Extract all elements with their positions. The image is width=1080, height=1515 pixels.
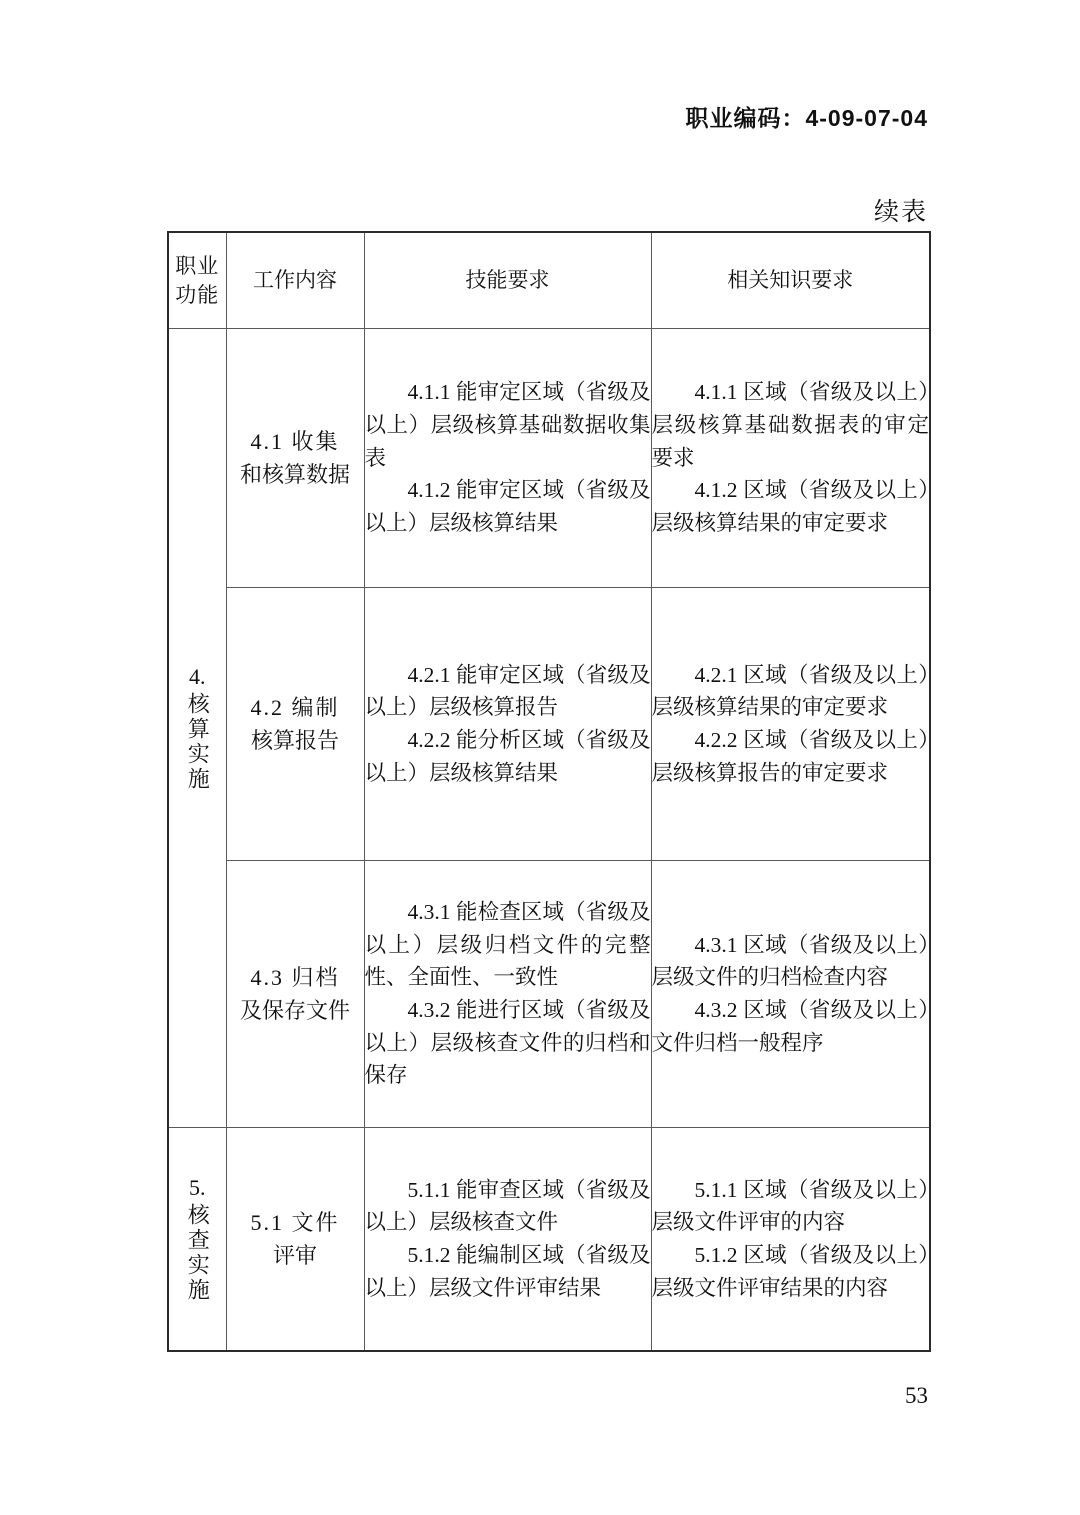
skill-item-4-2-1: 4.2.1 能审定区域（省级及以上）层级核算报告 (364, 662, 651, 720)
work-content-cell-4-3 (226, 861, 364, 1128)
skill-item-4-1-2: 4.1.2 能审定区域（省级及以上）层级核算结果 (364, 478, 651, 535)
header-job-function-line2: 功能 (175, 282, 220, 307)
work-content-cell-4-2 (226, 588, 364, 861)
skill-item-4-3-1: 4.3.1 能检查区域（省级及以上）层级归档文件的完整性、全面性、一致性 (364, 899, 651, 990)
function-number-4: 4. (189, 664, 206, 690)
running-head-occupation-code: 职业编码：4-09-07-04 (685, 105, 928, 131)
knowledge-cell-4-1 (651, 329, 930, 588)
knowledge-item-5-1-2: 5.1.2 区域（省级及以上）层级文件评审结果的内容 (651, 1243, 929, 1300)
header-cell-knowledge-requirement: 相关知识要求 (651, 232, 930, 329)
work-content-4-1-line1: 4.1 收集 (250, 429, 340, 454)
knowledge-item-4-2-1: 4.2.1 区域（省级及以上）层级核算结果的审定要求 (651, 662, 929, 720)
knowledge-cell-4-2 (651, 588, 930, 861)
work-content-4-3-line1: 4.3 归档 (250, 965, 340, 990)
knowledge-item-4-3-2: 4.3.2 区域（省级及以上）文件归档一般程序 (651, 998, 929, 1055)
skill-item-4-2-2: 4.2.2 能分析区域（省级及以上）层级核算结果 (364, 728, 651, 785)
header-job-function-line1: 职业 (175, 254, 220, 279)
work-content-5-1-line2: 评审 (272, 1243, 317, 1268)
work-content-4-3-line2: 及保存文件 (239, 998, 350, 1023)
skill-cell-4-2 (364, 588, 651, 861)
header-cell-work-content: 工作内容 (226, 232, 364, 329)
table-row (168, 329, 930, 588)
knowledge-item-4-2-2: 4.2.2 区域（省级及以上）层级核算报告的审定要求 (651, 728, 929, 785)
header-cell-skill-requirement: 技能要求 (364, 232, 651, 329)
skill-item-5-1-1: 5.1.1 能审查区域（省级及以上）层级核查文件 (364, 1177, 651, 1235)
header-cell-job-function (168, 232, 226, 329)
knowledge-item-4-1-1: 4.1.1 区域（省级及以上）层级核算基础数据表的审定要求 (651, 380, 929, 470)
skill-cell-4-3 (364, 861, 651, 1128)
work-content-cell-4-1 (226, 329, 364, 588)
work-content-5-1-line1: 5.1 文件 (250, 1210, 340, 1235)
work-content-4-2-line2: 核算报告 (250, 728, 339, 753)
knowledge-item-4-3-1: 4.3.1 区域（省级及以上）层级文件的归档检查内容 (651, 932, 929, 990)
work-content-4-1-line2: 和核算数据 (239, 462, 350, 487)
table-row (168, 1128, 930, 1352)
skill-cell-5-1 (364, 1128, 651, 1352)
knowledge-cell-4-3 (651, 861, 930, 1128)
knowledge-item-4-1-2: 4.1.2 区域（省级及以上）层级核算结果的审定要求 (651, 478, 929, 535)
table-row (168, 861, 930, 1128)
skill-cell-4-1 (364, 329, 651, 588)
function-number-5: 5. (189, 1175, 206, 1201)
table-header-row (168, 232, 930, 329)
knowledge-cell-5-1 (651, 1128, 930, 1352)
skill-table-container (167, 231, 929, 1352)
work-content-cell-5-1 (226, 1128, 364, 1352)
skill-item-4-1-1: 4.1.1 能审定区域（省级及以上）层级核算基础数据收集表 (364, 380, 651, 470)
table-row (168, 588, 930, 861)
function-name-4: 核算实施 (185, 691, 211, 792)
skill-item-4-3-2: 4.3.2 能进行区域（省级及以上）层级核查文件的归档和保存 (364, 998, 651, 1088)
page-number: 53 (905, 1383, 928, 1408)
function-name-5: 核查实施 (185, 1202, 211, 1303)
work-content-4-2-line1: 4.2 编制 (250, 695, 340, 720)
continued-table-label: 续表 (873, 199, 928, 226)
function-cell-group-5 (168, 1128, 226, 1352)
skill-standard-table (167, 231, 931, 1352)
function-cell-group-4 (168, 329, 226, 1128)
skill-item-5-1-2: 5.1.2 能编制区域（省级及以上）层级文件评审结果 (364, 1243, 651, 1300)
knowledge-item-5-1-1: 5.1.1 区域（省级及以上）层级文件评审的内容 (651, 1177, 929, 1235)
